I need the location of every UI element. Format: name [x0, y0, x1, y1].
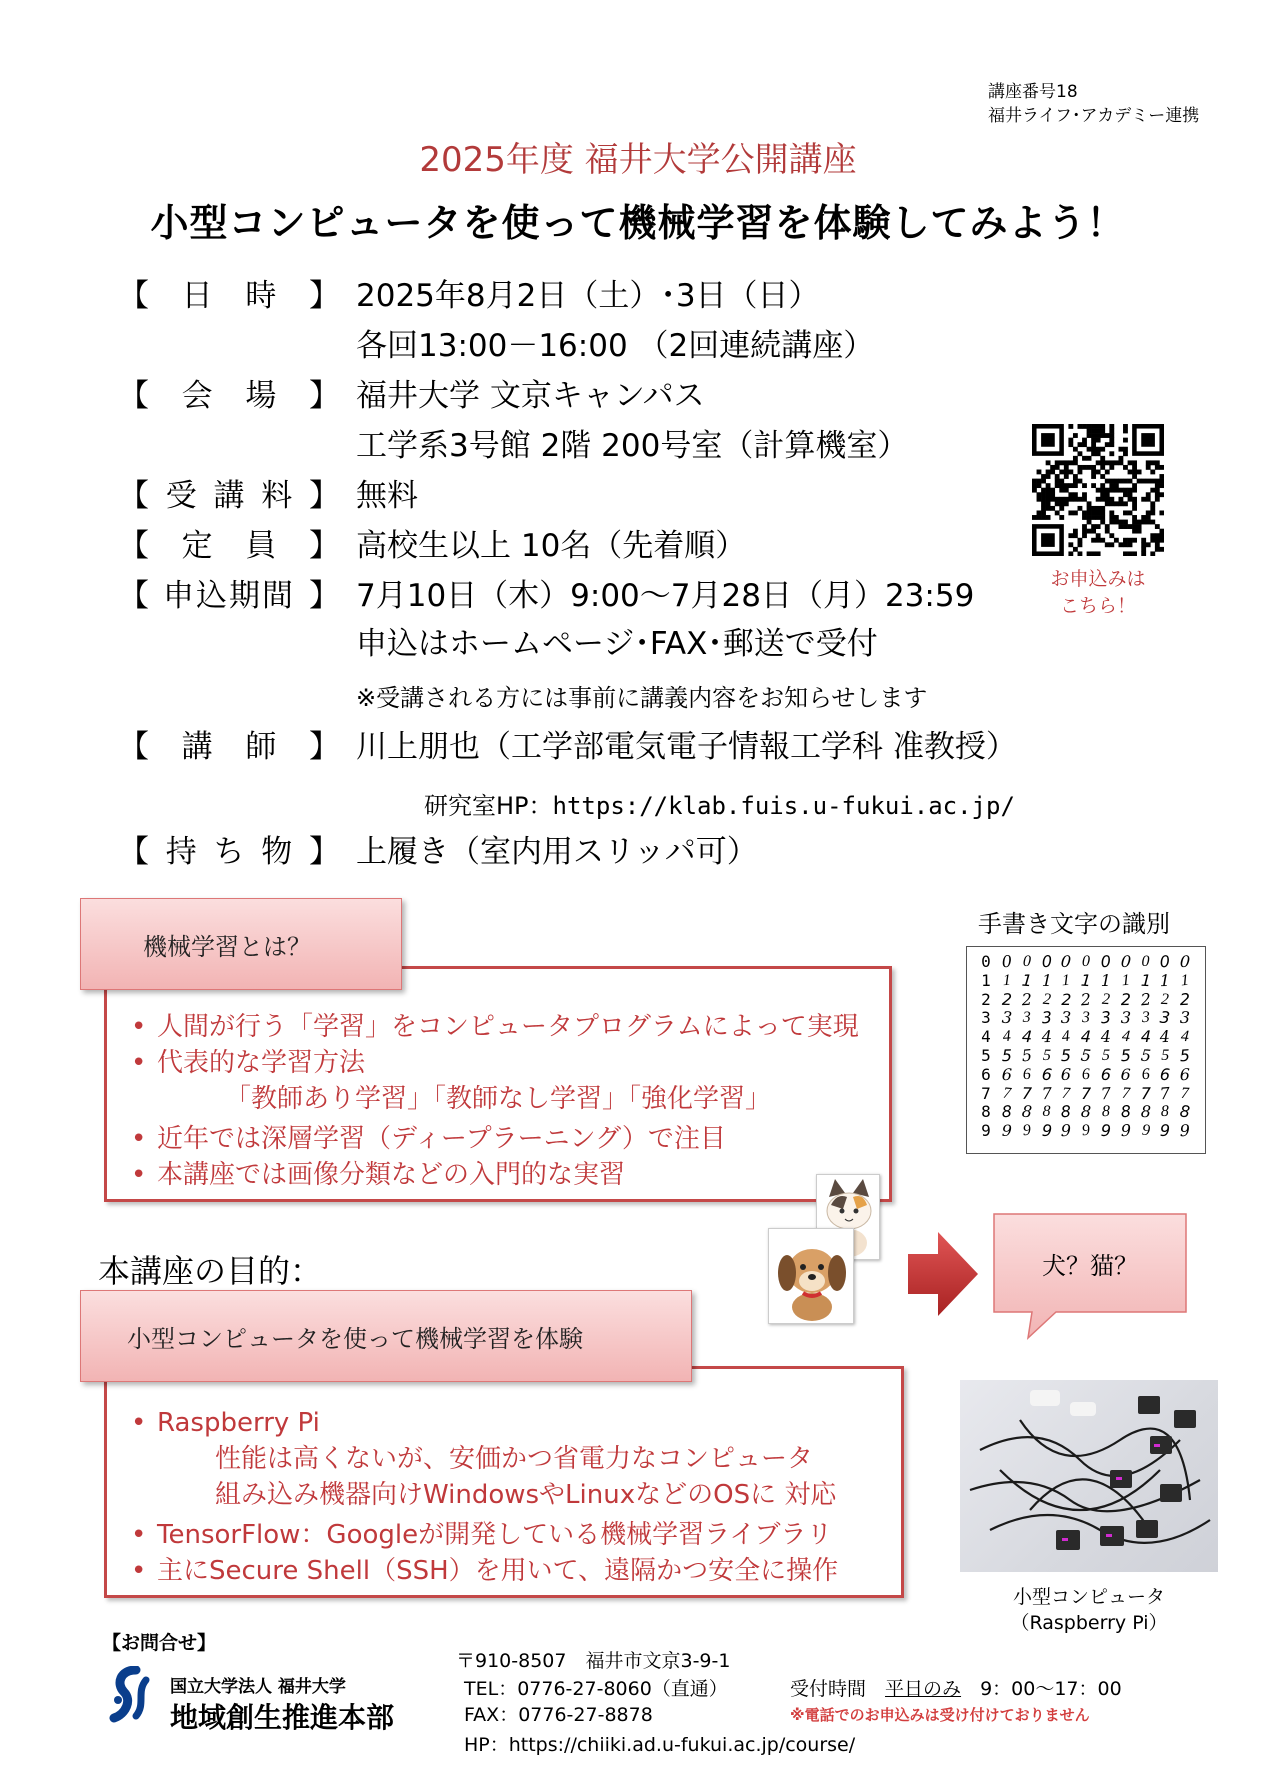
- digit-sample: 3: [1159, 1007, 1172, 1028]
- digit-sample: 2: [1080, 989, 1092, 1009]
- digit-sample: 8: [1119, 1101, 1132, 1122]
- photo-caption: 小型コンピュータ （Raspberry Pi）: [1010, 1586, 1168, 1634]
- digit-sample: 6: [1081, 1065, 1091, 1083]
- digit-sample: 2: [1021, 989, 1033, 1009]
- digit-sample: 5: [1120, 1045, 1132, 1066]
- digit-sample: 0: [1141, 953, 1150, 970]
- date-value: 2025年8月2日（土）･3日（日）: [356, 278, 820, 314]
- time-value: 各回13:00－16:00 （2回連続講座）: [356, 328, 875, 364]
- venue-room: 工学系3号館 2階 200号室（計算機室）: [356, 428, 909, 464]
- lecturer-label: 【 講 師 】: [118, 729, 340, 765]
- digit-sample: 8: [1140, 1102, 1151, 1122]
- contact-hp-link[interactable]: HP：https://chiiki.ad.u-fukui.ac.jp/course/: [464, 1734, 856, 1756]
- venue-label: 【 会 場 】: [118, 378, 340, 414]
- program-title: 2025年度 福井大学公開講座: [419, 140, 857, 180]
- dog-image: [768, 1228, 854, 1324]
- digit-sample: 8: [1080, 1102, 1092, 1122]
- digit-sample: 2: [1101, 990, 1111, 1008]
- university-logo-icon: [106, 1666, 154, 1730]
- fee-value: 無料: [356, 478, 418, 514]
- digit-sample: 5: [1179, 1045, 1191, 1066]
- digit-sample: 3: [1120, 1008, 1132, 1028]
- main-title: 小型コンピュータを使って機械学習を体験してみよう！: [150, 201, 1126, 245]
- period-value: 7月10日（木）9:00～7月28日（月）23:59: [356, 578, 975, 614]
- digit-sample: 3: [1001, 1008, 1013, 1028]
- contact-address: 〒910-8507 福井市文京3-9-1: [456, 1650, 731, 1672]
- lecturer-value: 川上朋也（工学部電気電子情報工学科 准教授）: [356, 729, 1017, 765]
- digit-sample: 1: [1041, 970, 1052, 990]
- digit-row-label: 5: [981, 1045, 991, 1065]
- raspberry-pi-photo: [960, 1380, 1218, 1572]
- digit-sample: 7: [1159, 1083, 1172, 1103]
- digit-row-label: 7: [981, 1083, 991, 1103]
- list-item: • 主にSecure Shell（SSH）を用いて、遠隔かつ安全に操作: [127, 1553, 901, 1589]
- course-number-block: [988, 80, 1199, 128]
- digit-sample: 3: [1040, 1008, 1053, 1028]
- digit-sample: 4: [1180, 1027, 1190, 1046]
- digit-sample: 8: [1179, 1101, 1192, 1122]
- digit-sample: 2: [1041, 990, 1052, 1008]
- digit-sample: 6: [1159, 1064, 1171, 1085]
- digit-sample: 1: [1020, 970, 1033, 991]
- dog-icon: [769, 1229, 855, 1325]
- speech-bubble: [992, 1212, 1188, 1314]
- digit-sample: 2: [1161, 990, 1170, 1008]
- digit-sample: 7: [1180, 1084, 1190, 1102]
- capacity-label: 【 定 員 】: [118, 528, 340, 564]
- digit-sample: 3: [1022, 1009, 1031, 1027]
- digit-sample: 3: [1060, 1008, 1072, 1028]
- digit-sample: 4: [1159, 1026, 1171, 1047]
- digit-sample: 0: [1041, 951, 1052, 972]
- digit-sample: 4: [1140, 1027, 1151, 1047]
- list-item: • TensorFlow：Googleが開発している機械学習ライブラリ: [127, 1517, 901, 1553]
- digit-row-label: 4: [981, 1027, 991, 1047]
- digit-sample: 9: [1140, 1121, 1151, 1140]
- list-item: • 代表的な学習方法: [127, 1045, 889, 1081]
- digit-sample: 4: [1080, 1027, 1092, 1047]
- digit-sample: 6: [1022, 1065, 1031, 1083]
- apply-note: ※受講される方には事前に講義内容をお知らせします: [356, 684, 928, 712]
- digit-sample: 3: [1141, 1009, 1150, 1027]
- list-item: 組み込み機器向けWindowsやLinuxなどのOSに 対応: [215, 1480, 837, 1510]
- digit-sample: 0: [1060, 951, 1073, 972]
- digit-sample: 5: [1080, 1045, 1093, 1066]
- digit-sample: 1: [1061, 971, 1071, 989]
- period-label: 【 申込期間 】: [118, 578, 340, 614]
- capacity-value: 高校生以上 10名（先着順）: [356, 528, 747, 564]
- qr-caption: お申込みは こちら！: [1050, 568, 1146, 617]
- digit-sample: 7: [1121, 1084, 1131, 1102]
- digit-sample: 6: [1120, 1064, 1131, 1084]
- items-value: 上履き（室内用スリッパ可）: [356, 834, 758, 870]
- org-name-2: 地域創生推進本部: [170, 1701, 395, 1734]
- digit-sample: 8: [1101, 1103, 1111, 1121]
- digit-sample: 1: [1139, 970, 1152, 991]
- digit-sample: 2: [1061, 989, 1072, 1009]
- digit-sample: 1: [1100, 970, 1111, 990]
- digit-sample: 8: [1160, 1103, 1170, 1121]
- digit-sample: 7: [1140, 1083, 1151, 1103]
- purpose-content-box: [104, 1366, 904, 1598]
- digit-sample: 5: [1101, 1046, 1111, 1065]
- digit-sample: 9: [1081, 1121, 1091, 1140]
- digit-sample: 3: [1179, 1008, 1191, 1028]
- purpose-header: 小型コンピュータを使って機械学習を体験: [80, 1290, 692, 1382]
- qr-code-image: [1032, 424, 1164, 556]
- digit-sample: 7: [1080, 1083, 1092, 1103]
- digit-sample: 9: [1022, 1121, 1032, 1140]
- digit-sample: 1: [1002, 971, 1012, 989]
- digit-sample: 7: [1002, 1084, 1012, 1102]
- list-item: • Raspberry Pi: [127, 1405, 901, 1441]
- date-label: 【 日 時 】: [118, 278, 340, 314]
- digit-sample: 4: [1121, 1027, 1131, 1046]
- digit-sample: 6: [1179, 1064, 1191, 1084]
- venue-value: 福井大学 文京キャンパス: [356, 378, 705, 414]
- lab-label: 研究室HP：: [424, 792, 553, 820]
- digit-sample: 6: [1001, 1064, 1013, 1084]
- digit-sample: 4: [1041, 1027, 1052, 1047]
- digit-sample: 9: [1179, 1120, 1191, 1141]
- raspberry-pi-photo-art: [960, 1380, 1218, 1572]
- digit-sample: 0: [1179, 951, 1191, 972]
- digit-sample: 4: [1021, 1026, 1033, 1047]
- digit-sample: 5: [1060, 1045, 1072, 1066]
- digit-sample: 8: [1001, 1102, 1013, 1122]
- list-item: • 人間が行う「学習」をコンピュータプログラムによって実現: [127, 1009, 889, 1045]
- digit-sample: 5: [1042, 1046, 1051, 1065]
- digit-sample: 0: [1159, 951, 1171, 972]
- digit-sample: 1: [1160, 970, 1171, 990]
- contact-fax: FAX：0776-27-8878: [464, 1704, 653, 1726]
- qr-code[interactable]: [1032, 424, 1164, 556]
- digit-sample: 8: [1042, 1103, 1051, 1121]
- digit-sample: 0: [1000, 951, 1013, 972]
- ml-content-box: [104, 966, 892, 1202]
- digit-grid: [966, 946, 1206, 1154]
- items-label: 【 持 ち 物 】: [118, 834, 340, 870]
- list-item: • 近年では深層学習（ディープラーニング）で注目: [127, 1121, 889, 1157]
- digit-sample: 1: [1080, 970, 1092, 991]
- digit-sample: 8: [1021, 1102, 1033, 1122]
- digit-sample: 3: [1081, 1009, 1091, 1027]
- digit-sample: 5: [1161, 1046, 1170, 1064]
- digit-sample: 9: [1100, 1121, 1112, 1141]
- digit-sample: 6: [1040, 1064, 1053, 1085]
- apply-method: 申込はホームページ･FAX･郵送で受付: [356, 626, 878, 662]
- digit-sample: 7: [1100, 1083, 1112, 1103]
- contact-tel: TEL：0776-27-8060（直通）: [464, 1678, 728, 1700]
- digit-sample: 7: [1021, 1083, 1032, 1103]
- bubble-text: 犬？猫？: [1042, 1252, 1138, 1280]
- digit-sample: 9: [1160, 1121, 1171, 1141]
- digit-row-label: 6: [981, 1064, 991, 1084]
- digit-sample: 2: [1001, 989, 1013, 1009]
- digit-sample: 4: [1061, 1027, 1071, 1046]
- digit-sample: 6: [1100, 1064, 1112, 1085]
- purpose-title: 本講座の目的：: [98, 1252, 323, 1290]
- ml-header: 機械学習とは？: [80, 898, 402, 990]
- digit-sample: 2: [1139, 989, 1152, 1010]
- digit-sample: 9: [1040, 1120, 1053, 1141]
- digit-sample: 5: [1139, 1045, 1152, 1066]
- digit-sample: 0: [1022, 952, 1032, 971]
- arrow-right-icon: [908, 1232, 978, 1320]
- digit-row-label: 9: [981, 1121, 991, 1141]
- digit-sample: 1: [1180, 971, 1190, 990]
- digit-sample: 0: [1120, 951, 1132, 972]
- course-number: 講座番号18: [988, 82, 1078, 102]
- digit-row-label: 3: [981, 1008, 991, 1028]
- digit-sample: 3: [1099, 1007, 1112, 1028]
- digit-sample: 9: [1001, 1121, 1012, 1141]
- partnership-label: 福井ライフ･アカデミー連携: [988, 106, 1200, 126]
- digit-sample: 0: [1081, 952, 1091, 971]
- ml-bullet-list: [127, 1009, 889, 1193]
- digit-sample: 4: [1002, 1027, 1012, 1046]
- purpose-bullet-list: [127, 1405, 901, 1589]
- digit-sample: 1: [1121, 971, 1131, 990]
- list-item: • 本講座では画像分類などの入門的な実習: [127, 1157, 889, 1193]
- digit-sample: 0: [1100, 951, 1112, 972]
- lab-homepage: [424, 786, 1015, 821]
- digit-row-label: 1: [981, 970, 991, 990]
- digit-sample: 9: [1061, 1121, 1072, 1141]
- digit-sample: 9: [1120, 1121, 1132, 1141]
- digit-sample: 8: [1060, 1102, 1072, 1122]
- digit-sample: 5: [1001, 1045, 1013, 1066]
- digit-sample: 5: [1020, 1045, 1033, 1066]
- digit-sample: 6: [1140, 1065, 1151, 1084]
- digit-row-label: 0: [981, 952, 991, 971]
- digit-sample: 7: [1040, 1083, 1053, 1103]
- digit-grid-cells: [975, 953, 1195, 1141]
- list-item: 性能は高くないが、安価かつ省電力なコンピュータ: [215, 1444, 814, 1474]
- handwriting-title: 手書き文字の識別: [978, 910, 1170, 938]
- digit-sample: 2: [1179, 989, 1191, 1009]
- list-item: 「教師あり学習」「教師なし学習」「強化学習」: [225, 1084, 772, 1114]
- digit-sample: 2: [1120, 989, 1131, 1009]
- digit-row-label: 8: [981, 1102, 991, 1122]
- org-name-1: 国立大学法人 福井大学: [170, 1677, 346, 1697]
- digit-sample: 7: [1061, 1084, 1071, 1102]
- phone-note: ※電話でのお申込みは受け付けておりません: [790, 1706, 1090, 1724]
- lab-url-link[interactable]: https://klab.fuis.u-fukui.ac.jp/: [552, 792, 1015, 820]
- digit-sample: 4: [1100, 1027, 1112, 1047]
- contact-heading: 【お問合せ】: [102, 1632, 217, 1654]
- digit-sample: 6: [1061, 1064, 1072, 1084]
- contact-hours: 受付時間 平日のみ 9：00～17：00: [790, 1678, 1122, 1700]
- fee-label: 【 受 講 料 】: [118, 478, 340, 514]
- digit-row-label: 2: [981, 989, 991, 1009]
